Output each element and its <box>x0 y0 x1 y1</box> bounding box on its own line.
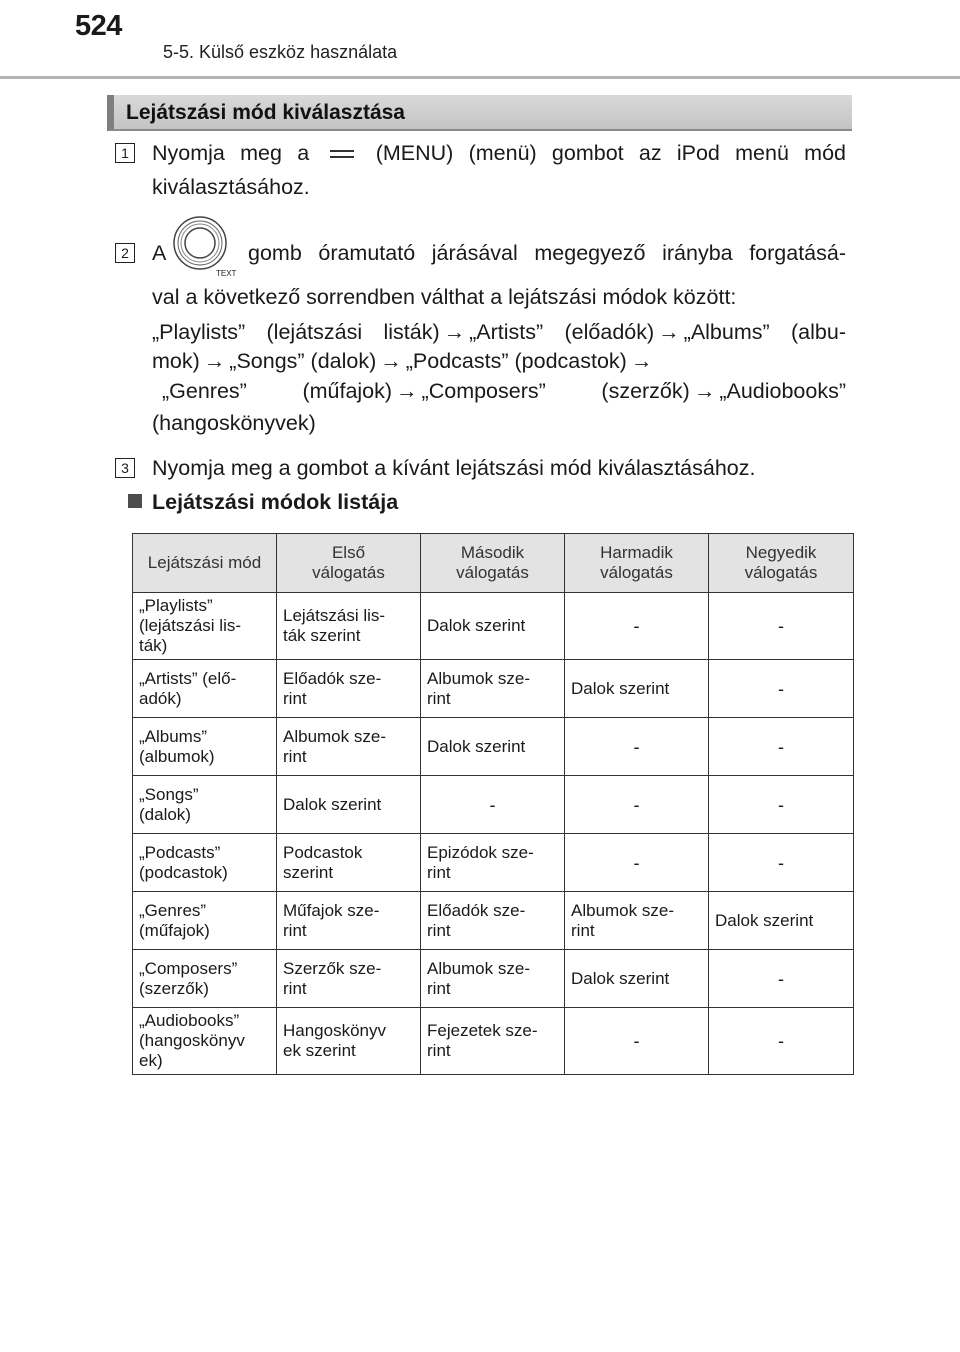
table-cell: Dalok szerint <box>277 776 421 834</box>
table-cell: „Podcasts” (podcastok) <box>133 834 277 892</box>
sequence-line-3 <box>162 374 846 408</box>
table-row <box>133 718 854 776</box>
table-cell: Dalok szerint <box>565 660 709 718</box>
table-cell: „Songs” (dalok) <box>133 776 277 834</box>
table-cell: Albumok sze- rint <box>421 660 565 718</box>
table-cell: Albumok sze- rint <box>565 892 709 950</box>
step-2-line-1b: gomb óramutató járásával megegyező irányba forgatásá- <box>248 241 846 265</box>
step-1-text-b: (MENU) (menü) gombot az iPod menü mód <box>375 141 847 165</box>
step-2-text-a: A <box>152 241 167 265</box>
table-row <box>133 1008 854 1075</box>
table-cell: - <box>709 950 854 1008</box>
arrow-icon: → <box>693 379 716 403</box>
table-cell: - <box>565 593 709 660</box>
mode-genres: „Genres” (műfajok) <box>162 379 393 403</box>
mode-albums: „Albums” (albu- <box>683 320 846 344</box>
table-cell: Lejátszási lis- ták szerint <box>277 593 421 660</box>
table-row <box>133 593 854 660</box>
table-header-cell: Második válogatás <box>421 534 565 593</box>
table-cell: Dalok szerint <box>565 950 709 1008</box>
table-row <box>133 834 854 892</box>
table-cell: - <box>421 776 565 834</box>
step-1-text-a: Nyomja meg a <box>152 141 310 165</box>
table-cell: „Genres” (műfajok) <box>133 892 277 950</box>
table-cell: „Audiobooks” (hangoskönyv ek) <box>133 1008 277 1075</box>
table-cell: - <box>709 776 854 834</box>
table-cell: - <box>565 776 709 834</box>
table-cell: - <box>709 834 854 892</box>
table-cell: - <box>565 834 709 892</box>
table-header-cell: Lejátszási mód <box>133 534 277 593</box>
table-cell: Dalok szerint <box>421 718 565 776</box>
section-header: 5-5. Külső eszköz használata <box>163 42 398 62</box>
table-cell: „Composers” (szerzők) <box>133 950 277 1008</box>
step-1-line-2: kiválasztásához. <box>152 175 310 199</box>
mode-playlists: „Playlists” (lejátszási listák) <box>152 320 440 344</box>
table-cell: Előadók sze- rint <box>277 660 421 718</box>
table-header-cell: Harmadik válogatás <box>565 534 709 593</box>
list-heading <box>128 490 398 515</box>
table-cell: Dalok szerint <box>709 892 854 950</box>
table-cell: - <box>565 718 709 776</box>
table-row <box>133 892 854 950</box>
playback-modes-table <box>132 533 854 1075</box>
step-1-line-1 <box>152 136 846 170</box>
table-row <box>133 660 854 718</box>
table-cell: Előadók sze- rint <box>421 892 565 950</box>
table-cell: - <box>709 718 854 776</box>
step-number-1: 1 <box>115 143 135 163</box>
table-row <box>133 776 854 834</box>
table-cell: - <box>709 1008 854 1075</box>
table-body <box>133 593 854 1075</box>
table-header-cell: Negyedik válogatás <box>709 534 854 593</box>
step-3-text: Nyomja meg a gombot a kívánt lejátszási mód kiválasztásához. <box>152 456 756 480</box>
table-cell: Albumok sze- rint <box>421 950 565 1008</box>
sequence-line-2 <box>152 344 846 378</box>
arrow-icon: → <box>658 320 680 344</box>
table-cell: „Playlists” (lejátszási lis- ták) <box>133 593 277 660</box>
mode-podcasts: „Podcasts” (podcastok) <box>405 349 627 373</box>
table-header-cell: Első válogatás <box>277 534 421 593</box>
mode-albums-cont: mok) <box>152 349 200 373</box>
mode-songs: „Songs” (dalok) <box>229 349 377 373</box>
table-header-row <box>133 534 854 593</box>
table-row <box>133 950 854 1008</box>
table-cell: - <box>709 660 854 718</box>
mode-artists: „Artists” (előadók) <box>469 320 655 344</box>
table-cell: Hangoskönyv ek szerint <box>277 1008 421 1075</box>
table-cell: Fejezetek sze- rint <box>421 1008 565 1075</box>
table-cell: Podcastok szerint <box>277 834 421 892</box>
tune-knob-icon <box>172 215 240 279</box>
arrow-icon: → <box>443 320 466 344</box>
section-title-bar <box>107 95 852 131</box>
menu-button-icon <box>328 147 356 161</box>
step-number-2: 2 <box>115 243 135 263</box>
section-title: Lejátszási mód kiválasztása <box>126 101 405 124</box>
page-number: 524 <box>75 10 122 42</box>
table-cell: Albumok sze- rint <box>277 718 421 776</box>
table-cell: - <box>565 1008 709 1075</box>
arrow-icon: → <box>630 349 653 373</box>
table-cell: Szerzők sze- rint <box>277 950 421 1008</box>
table-cell: Epizódok sze- rint <box>421 834 565 892</box>
step-number-3: 3 <box>115 458 135 478</box>
square-bullet-icon <box>128 494 142 508</box>
table-cell: Műfajok sze- rint <box>277 892 421 950</box>
mode-audiobooks: „Audiobooks” <box>719 379 846 403</box>
arrow-icon: → <box>396 379 418 403</box>
arrow-icon: → <box>203 349 226 373</box>
table-cell: - <box>709 593 854 660</box>
table-cell: „Artists” (elő- adók) <box>133 660 277 718</box>
arrow-icon: → <box>380 349 402 373</box>
mode-composers: „Composers” (szerzők) <box>421 379 690 403</box>
list-heading-text: Lejátszási módok listája <box>152 490 399 514</box>
header-divider <box>0 76 960 79</box>
table-cell: „Albums” (albumok) <box>133 718 277 776</box>
sequence-line-4: (hangoskönyvek) <box>152 411 316 435</box>
table-cell: Dalok szerint <box>421 593 565 660</box>
knob-label: TEXT <box>216 269 237 278</box>
step-2-line-2: val a következő sorrendben válthat a lejátszási módok között: <box>152 285 737 309</box>
